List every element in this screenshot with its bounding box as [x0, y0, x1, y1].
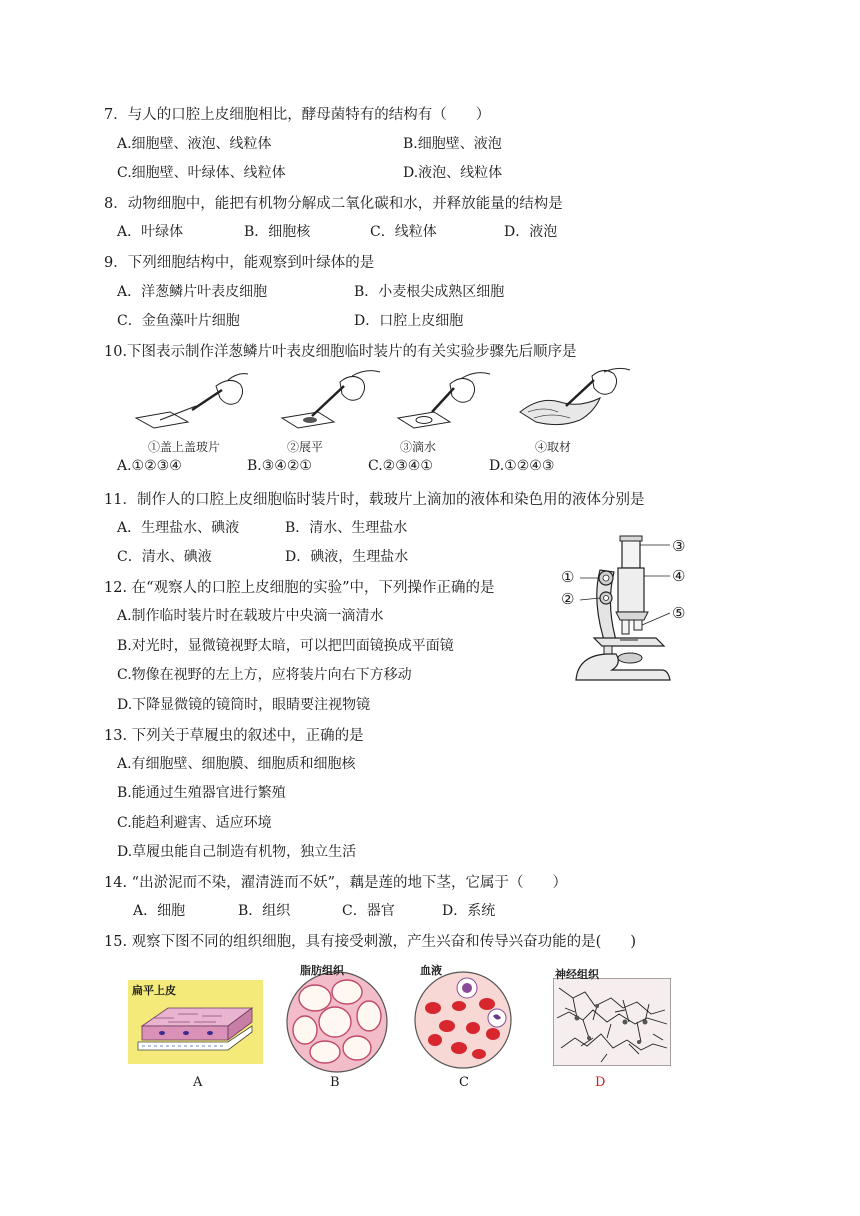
- step-caption-4: ④取材: [535, 440, 572, 454]
- q11-option-c: C．清水、碘液: [117, 549, 212, 565]
- q10-option-b: B.③④②①: [247, 458, 312, 474]
- q15-stem: 15. 观察下图不同的组织细胞，具有接受刺激，产生兴奋和传导兴奋功能的是( ): [104, 934, 636, 950]
- microscope-label-2: ②: [561, 590, 575, 608]
- tissue-letter-a: A: [193, 1075, 203, 1090]
- q13-option-c: C.能趋利避害、适应环境: [117, 815, 272, 831]
- q13-stem: 13. 下列关于草履虫的叙述中，正确的是: [104, 728, 364, 744]
- tissue-letter-b: B: [330, 1075, 340, 1090]
- q13-option-d: D.草履虫能自己制造有机物，独立生活: [117, 844, 357, 860]
- q9-option-b: B．小麦根尖成熟区细胞: [354, 284, 505, 300]
- q10-option-c: C.②③④①: [368, 458, 433, 474]
- q8-option-c: C．线粒体: [370, 224, 437, 240]
- q8-option-d: D．液泡: [504, 224, 558, 240]
- q12-stem: 12. 在“观察人的口腔上皮细胞的实验”中，下列操作正确的是: [104, 580, 495, 596]
- q12-option-d: D.下降显微镜的镜筒时，眼睛要注视物镜: [117, 697, 371, 713]
- q12-option-c: C.物像在视野的左上方，应将装片向右下方移动: [117, 667, 412, 683]
- q10-option-a: A.①②③④: [117, 458, 182, 474]
- tissue-letter-d-answer: D: [595, 1075, 606, 1090]
- q7-stem: 7．与人的口腔上皮细胞相比，酵母菌特有的结构有（ ）: [104, 107, 491, 123]
- q12-option-a: A.制作临时装片时在载玻片中央滴一滴清水: [117, 608, 384, 624]
- nervous-tissue-illustration: [553, 978, 671, 1066]
- q9-option-c: C．金鱼藻叶片细胞: [117, 313, 240, 329]
- q14-stem: 14. “出淤泥而不染，濯清涟而不妖”，藕是莲的地下茎，它属于（ ）: [104, 875, 567, 891]
- q14-option-a: A．细胞: [133, 903, 186, 919]
- q7-option-d: D.液泡、线粒体: [403, 165, 503, 181]
- q13-option-b: B.能通过生殖器官进行繁殖: [117, 785, 286, 801]
- q7-option-a: A.细胞壁、液泡、线粒体: [117, 136, 272, 152]
- microscope-illustration: [560, 530, 710, 690]
- q11-option-b: B．清水、生理盐水: [285, 520, 408, 536]
- q13-option-a: A.有细胞壁、细胞膜、细胞质和细胞核: [117, 756, 356, 772]
- q11-option-d: D．碘液，生理盐水: [285, 549, 409, 565]
- adipose-tissue-illustration: [285, 970, 389, 1074]
- microscope-label-3: ③: [672, 537, 686, 555]
- q8-stem: 8．动物细胞中，能把有机物分解成二氧化碳和水，并释放能量的结构是: [104, 196, 563, 212]
- q9-stem: 9．下列细胞结构中，能观察到叶绿体的是: [104, 255, 375, 271]
- q11-stem: 11．制作人的口腔上皮细胞临时装片时，载玻片上滴加的液体和染色用的液体分别是: [104, 492, 645, 508]
- q14-option-d: D．系统: [442, 903, 496, 919]
- q9-option-d: D．口腔上皮细胞: [354, 313, 464, 329]
- step-caption-2: ②展平: [287, 440, 324, 454]
- q8-option-a: A．叶绿体: [117, 224, 184, 240]
- q9-option-a: A．洋葱鳞片叶表皮细胞: [117, 284, 268, 300]
- q14-option-b: B．组织: [238, 903, 291, 919]
- q10-option-d: D.①②④③: [489, 458, 555, 474]
- blood-illustration: [413, 970, 513, 1070]
- step-cover-slip-illustration: [130, 368, 250, 432]
- q7-option-b: B.细胞壁、液泡: [403, 136, 502, 152]
- tissue-title-a: 扁平上皮: [132, 984, 176, 997]
- tissue-title-c: 血液: [420, 964, 442, 977]
- q12-option-b: B.对光时，显微镜视野太暗，可以把凹面镜换成平面镜: [117, 638, 454, 654]
- q11-option-a: A．生理盐水、碘液: [117, 520, 240, 536]
- microscope-label-4: ④: [672, 567, 686, 585]
- tissue-title-b: 脂肪组织: [300, 964, 344, 977]
- q7-option-c: C.细胞壁、叶绿体、线粒体: [117, 165, 286, 181]
- step-flatten-illustration: [268, 368, 388, 432]
- step-caption-3: ③滴水: [400, 440, 437, 454]
- q14-option-c: C．器官: [342, 903, 395, 919]
- microscope-label-1: ①: [561, 568, 575, 586]
- q8-option-b: B．细胞核: [244, 224, 311, 240]
- q10-stem: 10.下图表示制作洋葱鳞片叶表皮细胞临时装片的有关实验步骤先后顺序是: [104, 344, 577, 360]
- microscope-label-5: ⑤: [672, 604, 686, 622]
- step-caption-1: ①盖上盖玻片: [148, 440, 221, 454]
- tissue-title-d: 神经组织: [555, 968, 599, 981]
- step-drip-water-illustration: [392, 368, 512, 432]
- tissue-letter-c: C: [459, 1075, 469, 1090]
- step-take-material-illustration: [516, 366, 636, 432]
